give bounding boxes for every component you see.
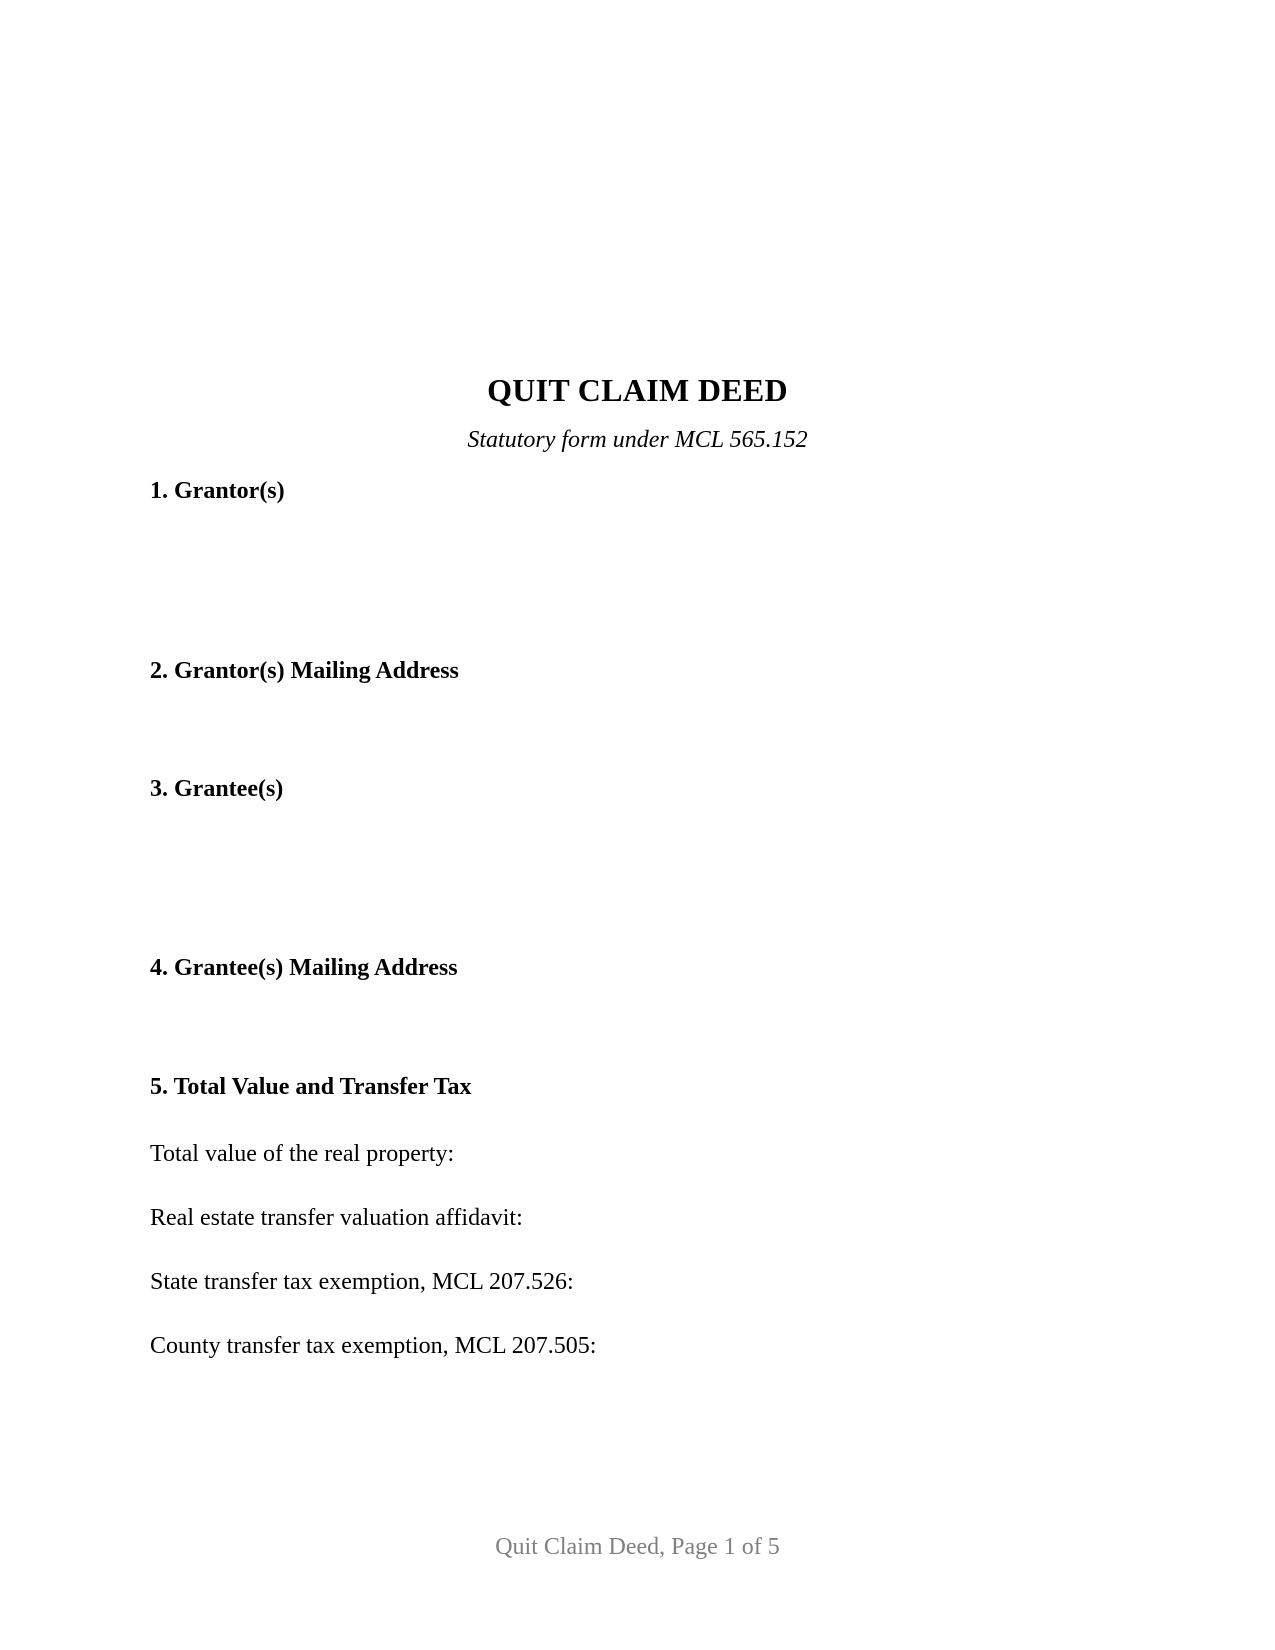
document-title: QUIT CLAIM DEED (487, 372, 788, 408)
page-footer: Quit Claim Deed, Page 1 of 5 (495, 1534, 780, 1560)
document-subtitle: Statutory form under MCL 565.152 (467, 427, 808, 453)
section-heading-grantors: 1. Grantor(s) (150, 478, 285, 504)
section-heading-grantees-address: 4. Grantee(s) Mailing Address (150, 955, 458, 981)
total-value-line: Total value of the real property: (150, 1141, 455, 1167)
section-heading-value-tax: 5. Total Value and Transfer Tax (150, 1074, 472, 1100)
section-heading-grantors-address: 2. Grantor(s) Mailing Address (150, 658, 459, 684)
county-tax-exemption-line: County transfer tax exemption, MCL 207.505: (150, 1333, 597, 1359)
valuation-affidavit-line: Real estate transfer valuation affidavit: (150, 1205, 523, 1231)
state-tax-exemption-line: State transfer tax exemption, MCL 207.526: (150, 1269, 574, 1295)
section-heading-grantees: 3. Grantee(s) (150, 776, 284, 802)
